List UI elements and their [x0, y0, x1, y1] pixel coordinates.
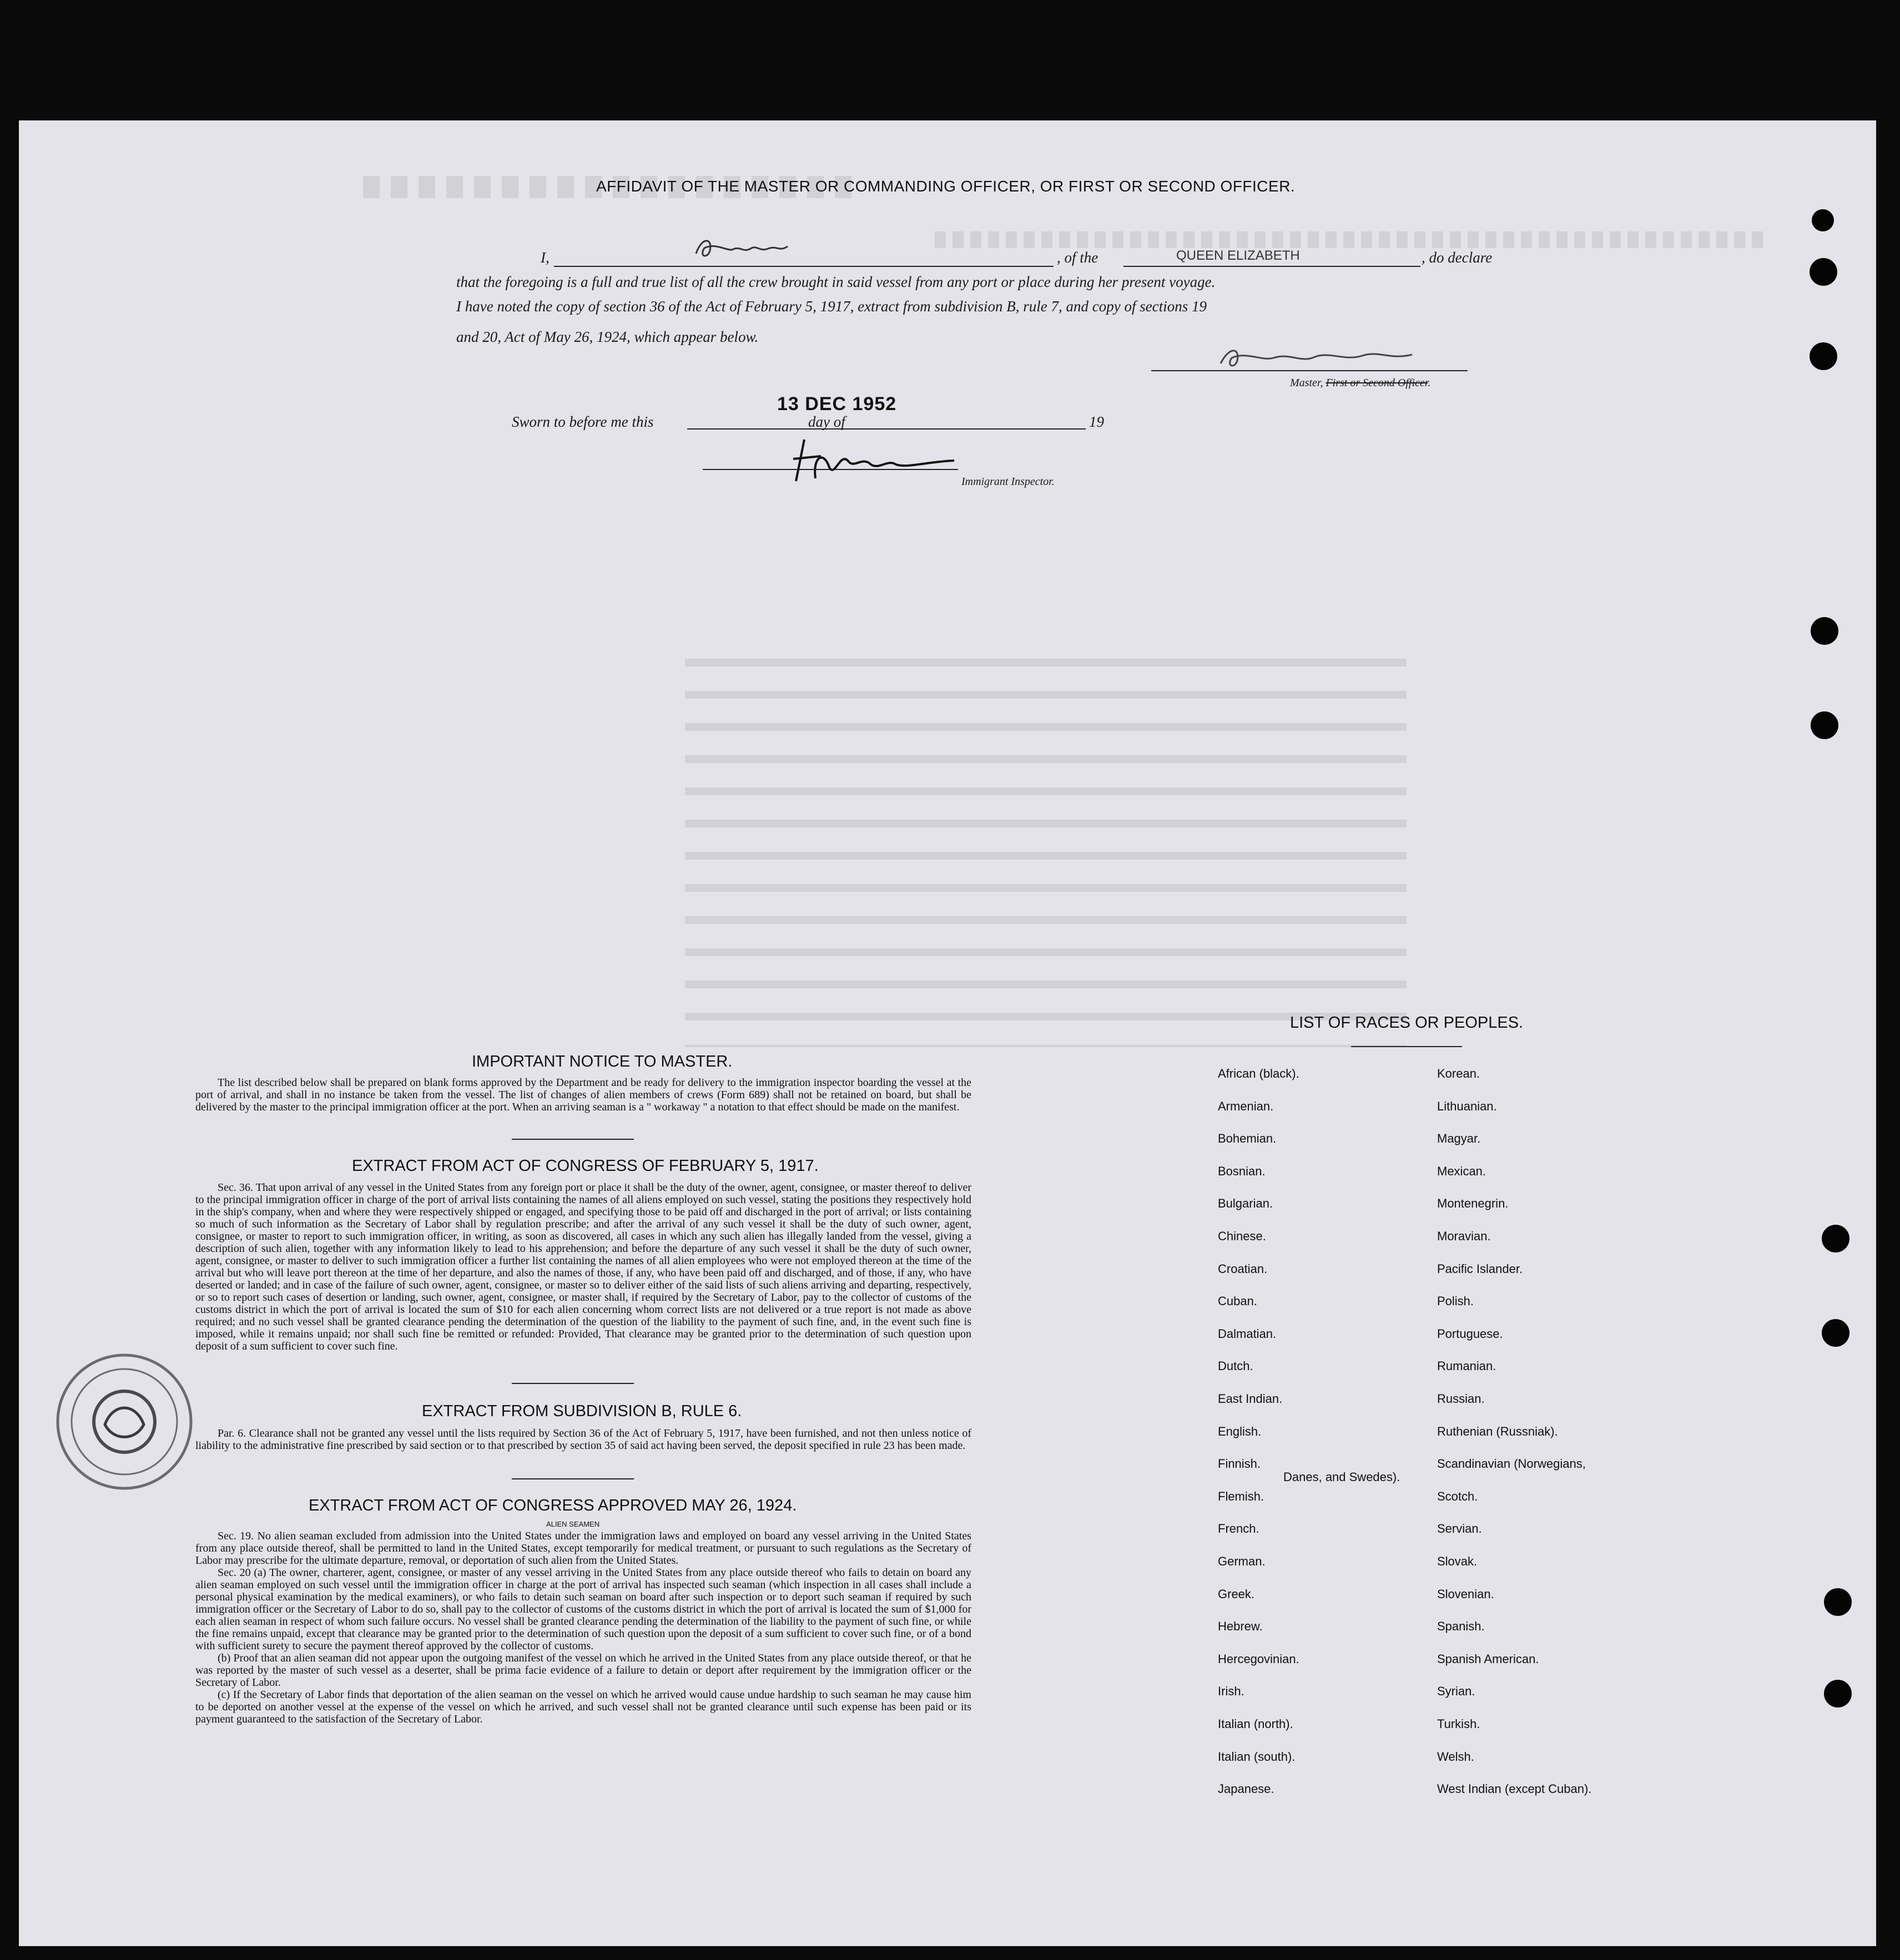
race-item: Turkish. [1437, 1717, 1480, 1731]
race-item: Montenegrin. [1437, 1196, 1509, 1211]
race-item: Rumanian. [1437, 1359, 1496, 1373]
master-name-line [554, 266, 1054, 267]
punch-hole [1811, 711, 1838, 739]
race-item: Slovenian. [1437, 1587, 1494, 1601]
race-item: Italian (north). [1218, 1717, 1293, 1731]
race-item: Irish. [1218, 1684, 1244, 1699]
race-item: Welsh. [1437, 1749, 1474, 1764]
sec20b-paragraph: (b) Proof that an alien seaman did not appear upon the outgoing manifest of the vessel on which he arrived in the United States from any place outside thereof, or that he was reported by the master of such vessel as a deserter, shall be prima facie evidence of a failure to detain or deport after requirement by the immigration officer or the Secretary of Labor. [195, 1652, 971, 1689]
master-label-struck: First or Second Officer [1326, 377, 1428, 389]
race-item: Finnish. [1218, 1457, 1261, 1471]
race-item: Moravian. [1437, 1229, 1491, 1243]
extract-1924-title: EXTRACT FROM ACT OF CONGRESS APPROVED MAY 26, 1924. [309, 1497, 797, 1514]
race-item: Bosnian. [1218, 1164, 1266, 1178]
races-title: LIST OF RACES OR PEOPLES. [1290, 1014, 1524, 1032]
notice-body [195, 1077, 971, 1113]
race-item: Mexican. [1437, 1164, 1486, 1178]
punch-hole [1822, 1319, 1849, 1347]
extract-1917-title: EXTRACT FROM ACT OF CONGRESS OF FEBRUARY 5, 1917. [352, 1157, 819, 1175]
race-item: Servian. [1437, 1522, 1482, 1536]
manifest-sheet [19, 120, 1876, 1946]
race-item: Magyar. [1437, 1131, 1481, 1146]
race-item: Japanese. [1218, 1782, 1274, 1796]
races-title-underline [1351, 1046, 1462, 1047]
race-item: Hercegovinian. [1218, 1651, 1299, 1666]
race-item: Greek. [1218, 1587, 1255, 1601]
affidavit-line-4: and 20, Act of May 26, 1924, which appear below. [456, 329, 759, 345]
punch-hole [1810, 342, 1837, 370]
vessel-name-line [1123, 266, 1420, 267]
extract-rule6-body [195, 1427, 971, 1452]
race-item: West Indian (except Cuban). [1437, 1782, 1592, 1796]
race-item: Scotch. [1437, 1489, 1478, 1503]
race-item: African (black). [1218, 1067, 1299, 1080]
race-item: Croatian. [1218, 1261, 1268, 1276]
extract-1924-body [195, 1530, 971, 1725]
race-item: Portuguese. [1437, 1326, 1503, 1341]
race-item: German. [1218, 1554, 1266, 1568]
punch-hole [1811, 617, 1838, 645]
vessel-name: QUEEN ELIZABETH [1176, 248, 1300, 263]
race-item: Bulgarian. [1218, 1196, 1273, 1211]
notice-title: IMPORTANT NOTICE TO MASTER. [472, 1053, 733, 1070]
punch-hole [1810, 258, 1837, 286]
sworn-day-line [687, 428, 1086, 430]
race-item: East Indian. [1218, 1392, 1283, 1406]
sec20c-paragraph: (c) If the Secretary of Labor finds that deportation of the alien seaman on the vessel on which he arrived would cause undue hardship to such seaman he may cause him to be deported on another vessel at the expense of the vessel on which he arrived, and such vessel shall not be granted clearance until such expense has been paid or its payment guaranteed to the satisfaction of the Secretary of Labor. [195, 1689, 971, 1725]
embossed-seal [52, 1350, 196, 1494]
race-item: Lithuanian. [1437, 1099, 1497, 1113]
race-item: Bohemian. [1218, 1131, 1277, 1146]
race-item: Pacific Islander. [1437, 1261, 1523, 1276]
master-label-text: Master, [1290, 377, 1326, 389]
of-the-label: , of the [1057, 249, 1098, 266]
race-item: Polish. [1437, 1294, 1474, 1309]
master-signature-2 [1218, 341, 1418, 375]
race-item: Armenian. [1218, 1099, 1274, 1113]
race-item: English. [1218, 1424, 1262, 1438]
race-item: Hebrew. [1218, 1619, 1263, 1634]
master-label [1290, 377, 1430, 390]
master-signature-1 [693, 234, 793, 262]
race-item: Flemish. [1218, 1489, 1264, 1503]
race-item: Syrian. [1437, 1684, 1475, 1699]
extract-rule6-title: EXTRACT FROM SUBDIVISION B, RULE 6. [422, 1402, 742, 1420]
race-item: Scandinavian (Norwegians, [1437, 1457, 1586, 1471]
i-label: I, [541, 249, 550, 266]
punch-hole [1824, 1588, 1852, 1616]
extract-1917-divider [512, 1383, 634, 1384]
par6-paragraph: Par. 6. Clearance shall not be granted any vessel until the lists required by Section 36 of the Act of February 5, 1917, have been furnished, and not then unless notice of liability to the administrative fine prescribed by said section or to that prescribed by section 35 of said act having been served, the deposit specified in rule 23 has been made. [195, 1427, 971, 1452]
race-item: Spanish American. [1437, 1651, 1539, 1666]
race-item: Slovak. [1437, 1554, 1478, 1568]
affidavit-title: AFFIDAVIT OF THE MASTER OR COMMANDING OFFICER, OR FIRST OR SECOND OFFICER. [596, 178, 1296, 195]
master-signature-line [1151, 370, 1468, 371]
race-item: Danes, and Swedes). [1283, 1470, 1400, 1484]
punch-hole [1824, 1680, 1852, 1708]
race-item: Ruthenian (Russniak). [1437, 1424, 1558, 1438]
inspector-signature [782, 434, 960, 484]
sec20a-paragraph: Sec. 20 (a) The owner, charterer, agent, consignee, or master of any vessel arriving in the United States from any place outside thereof who fails to detain on board any alien seaman employed on such vessel until the immigration officer in charge at the port of arrival has inspected such seaman (which inspection in all cases shall include a personal physical examination by the medical examiners), or who fails to detain such seaman on board after such inspection or to deport such seaman if required by such immigration officer or the Secretary of Labor to do so, shall pay to the collector of customs of the customs district in which the port of arrival is located the sum of $1,000 for each alien seaman in respect of whom such failure occurs. No vessel shall be granted clearance pending the determination of the liability to the payment of such fine, or while the fine remains unpaid, except that clearance may be granted prior to the determination of such question upon the deposit of a sum sufficient to cover such fine, or of a bond with sufficient surety to secure the payment thereof approved by the collector of customs. [195, 1567, 971, 1652]
race-item: Russian. [1437, 1392, 1485, 1406]
race-item: Korean. [1437, 1067, 1480, 1080]
sec19-paragraph: Sec. 19. No alien seaman excluded from admission into the United States under the immigration laws and employed on board any vessel arriving in the United States from any place outside thereof, shall be permitted to land in the United States, except temporarily for medical treatment, or pursuant to such regulations as the Secretary of Labor may prescribe for the ultimate departure, removal, or deportation of such alien from the United States. [195, 1530, 971, 1567]
do-declare-label: , do declare [1422, 249, 1493, 266]
master-label-end: . [1428, 377, 1431, 389]
race-item: Spanish. [1437, 1619, 1485, 1634]
race-item: Cuban. [1218, 1294, 1257, 1309]
punch-hole [1812, 209, 1834, 231]
affidavit-line-2: that the foregoing is a full and true list of all the crew brought in said vessel from any port or place during her present voyage. [456, 274, 1216, 290]
inspector-label: Immigrant Inspector. [961, 476, 1055, 488]
race-item: Chinese. [1218, 1229, 1266, 1243]
alien-seamen-subtitle: ALIEN SEAMEN [546, 1520, 600, 1528]
race-item: Dalmatian. [1218, 1326, 1277, 1341]
extract-1917-body [195, 1181, 971, 1352]
sworn-label: Sworn to before me this [512, 413, 654, 430]
race-item: Italian (south). [1218, 1749, 1296, 1764]
day-of-label: day of [808, 413, 845, 430]
inspector-signature-line [703, 469, 958, 470]
year-prefix: 19 [1089, 413, 1104, 430]
race-item: Dutch. [1218, 1359, 1253, 1373]
sec36-paragraph: Sec. 36. That upon arrival of any vessel in the United States from any foreign port or place it shall be the duty of the owner, agent, consignee, or master thereof to deliver to the principal immigration officer in charge of the port of arrival lists containing the names of all aliens employed on such vessel, stating the positions they respectively hold in the ship's company, when and where they were respectively shipped or engaged, and specifying those to be paid off and discharged in the port of arrival; or lists containing so much of such information as the Secretary of Labor shall by regulation prescribe; and after the arrival of any such vessel it shall be the duty of such owner, agent, consignee, or master to report to such immigration officer, in writing, as soon as discovered, all cases in which any such alien has illegally landed from the vessel, giving a description of such alien, together with any information likely to lead to his apprehension; and before the departure of any such vessel it shall be the duty of such owner, agent, consignee, or master to deliver to such immigration officer a further list containing the names of all alien employees who were not employed thereon at the time of the arrival but who will leave port thereon at the time of her departure, and also the names of those, if any, who have been paid off and discharged, and of those, if any, who have deserted or landed; and in case of the failure of such owner, agent, consignee, or master so to deliver either of the said lists of such aliens arriving and departing, respectively, or so to report such cases of desertion or landing, such owner, agent, consignee, or master shall, if required by the Secretary of Labor, pay to the collector of customs of the customs district in which the port of arrival is located the sum of $10 for each alien concerning whom correct lists are not delivered or a true report is not made as above required; and no such vessel shall be granted clearance pending the determination of the question of the liability to the payment of such fine, and, in the event such fine is imposed, while it remains unpaid; nor shall such fine be remitted or refunded: Provided, That clearance may be granted prior to the determination of such question upon deposit of a sum sufficient to cover such fine. [195, 1181, 971, 1352]
extract-rule6-divider [512, 1478, 634, 1479]
date-stamp: 13 DEC 1952 [777, 393, 897, 415]
punch-hole [1822, 1225, 1849, 1252]
notice-paragraph: The list described below shall be prepared on blank forms approved by the Department and be ready for delivery to the immigration inspector boarding the vessel at the port of arrival, and shall in no instance be taken from the vessel. The list of changes of alien members of crews (Form 689) shall not be retained on board, but shall be delivered by the master to the principal immigration officer at the port. When an arriving seaman is a " workaway " a notation to that effect should be made on the manifest. [195, 1077, 971, 1113]
race-item: French. [1218, 1522, 1259, 1536]
affidavit-line-3: I have noted the copy of section 36 of the Act of February 5, 1917, extract from subdivision B, rule 7, and copy of sections 19 [456, 298, 1207, 315]
notice-divider [512, 1139, 634, 1140]
